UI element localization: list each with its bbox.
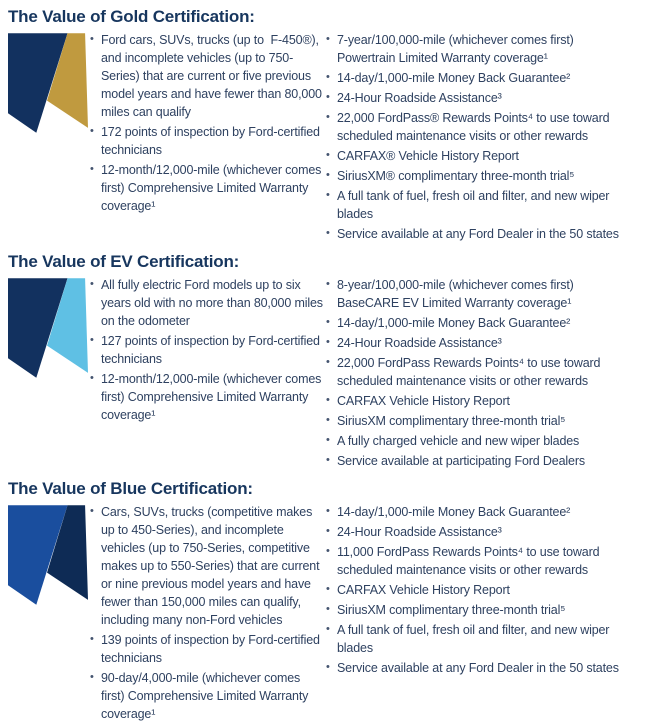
ev-right-bullet-list: [324, 276, 630, 472]
bullet-item: • 127 points of inspection by Ford-certified technicians: [88, 332, 324, 368]
bullet-item: • 11,000 FordPass Rewards Points⁴ to use toward scheduled maintenance visits or other rewards: [324, 543, 630, 579]
bullet-item: • 14-day/1,000-mile Money Back Guarantee²: [324, 503, 630, 521]
bullet-item: • Service available at participating Ford Dealers: [324, 452, 630, 470]
section-ev-certification: [8, 252, 664, 472]
section-gold-certification: [8, 7, 664, 245]
bullet-item: • 14-day/1,000-mile Money Back Guarantee²: [324, 69, 630, 87]
section-blue-certification: [8, 479, 664, 725]
bullet-item: • CARFAX Vehicle History Report: [324, 581, 630, 599]
bullet-item: • SiriusXM complimentary three-month trial⁵: [324, 601, 630, 619]
bullet-item: • 12-month/12,000-mile (whichever comes first) Comprehensive Limited Warranty coverage¹: [88, 370, 324, 424]
bullet-item: • Service available at any Ford Dealer in the 50 states: [324, 225, 630, 243]
section-title-gold: The Value of Gold Certification:: [8, 7, 255, 26]
bullet-item: • 12-month/12,000-mile (whichever comes first) Comprehensive Limited Warranty coverage¹: [88, 161, 324, 215]
bullet-item: • SiriusXM complimentary three-month trial⁵: [324, 412, 630, 430]
bullet-item: • A full tank of fuel, fresh oil and filter, and new wiper blades: [324, 187, 630, 223]
ev-certification-ribbon-icon: [8, 278, 88, 380]
bullet-item: • 172 points of inspection by Ford-certified technicians: [88, 123, 324, 159]
section-title-ev: The Value of EV Certification:: [8, 252, 240, 271]
bullet-item: • 139 points of inspection by Ford-certified technicians: [88, 631, 324, 667]
bullet-item: • A fully charged vehicle and new wiper blades: [324, 432, 630, 450]
gold-right-bullet-list: [324, 31, 630, 245]
section-title-blue: The Value of Blue Certification:: [8, 479, 253, 498]
bullet-item: • 22,000 FordPass Rewards Points⁴ to use toward scheduled maintenance visits or other rewards: [324, 354, 630, 390]
blue-certification-ribbon-icon: [8, 505, 88, 607]
bullet-item: • 24-Hour Roadside Assistance³: [324, 334, 630, 352]
gold-left-bullet-list: [88, 31, 324, 217]
bullet-item: • 14-day/1,000-mile Money Back Guarantee²: [324, 314, 630, 332]
bullet-item: • Cars, SUVs, trucks (competitive makes up to 450-Series), and incomplete vehicles (up to 750-Series, competitive makes up to 550-Series) that are current or nine previous model years and have fewer than 150,000 miles can qualify, including many non-Ford vehicles: [88, 503, 324, 629]
bullet-item: • Service available at any Ford Dealer in the 50 states: [324, 659, 630, 677]
bullet-item: • CARFAX Vehicle History Report: [324, 392, 630, 410]
bullet-item: • 24-Hour Roadside Assistance³: [324, 523, 630, 541]
blue-right-bullet-list: [324, 503, 630, 679]
bullet-item: • A full tank of fuel, fresh oil and filter, and new wiper blades: [324, 621, 630, 657]
blue-left-bullet-list: [88, 503, 324, 725]
ev-left-bullet-list: [88, 276, 324, 426]
bullet-item: • All fully electric Ford models up to six years old with no more than 80,000 miles on the odometer: [88, 276, 324, 330]
bullet-item: • SiriusXM® complimentary three-month trial⁵: [324, 167, 630, 185]
bullet-item: • 90-day/4,000-mile (whichever comes first) Comprehensive Limited Warranty coverage¹: [88, 669, 324, 723]
gold-certification-ribbon-icon: [8, 33, 88, 135]
bullet-item: • 24-Hour Roadside Assistance³: [324, 89, 630, 107]
bullet-item: • 8-year/100,000-mile (whichever comes first) BaseCARE EV Limited Warranty coverage¹: [324, 276, 630, 312]
bullet-item: • Ford cars, SUVs, trucks (up to F-450®), and incomplete vehicles (up to 750-Series) that are current or five previous model years and have fewer than 80,000 miles can qualify: [88, 31, 324, 121]
bullet-item: • 22,000 FordPass® Rewards Points⁴ to use toward scheduled maintenance visits or other rewards: [324, 109, 630, 145]
bullet-item: • CARFAX® Vehicle History Report: [324, 147, 630, 165]
bullet-item: • 7-year/100,000-mile (whichever comes first) Powertrain Limited Warranty coverage¹: [324, 31, 630, 67]
